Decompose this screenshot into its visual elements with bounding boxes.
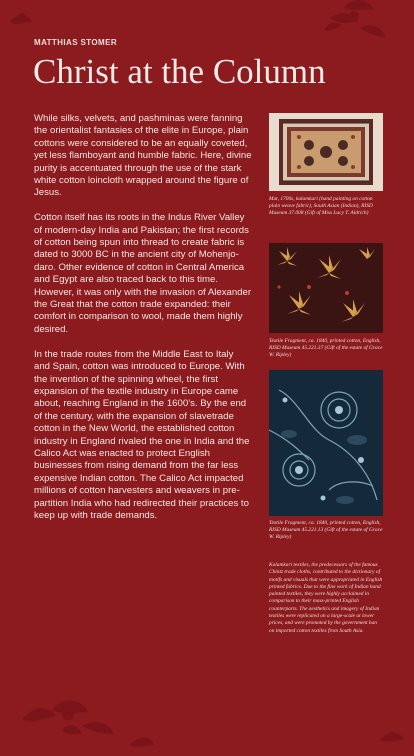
floral-motif-icon [22,700,114,734]
side-note: Kalamkari textiles, the predecessors of the famous Chintz trade cloths, contributed to the dictionary of motifs and visuals that were appropriated in English printed fabrics. Due to the fine work of Indian hand painted textiles, they were highly acclaimed in comparison to their mass-printed English counterparts. The aesthetics and imagery of Indian textiles were replicated on a large-scale at lower prices, and were promoted by the government ban on imported cotton textiles from South Asia. [269,562,383,634]
figure-caption: Textile Fragment, ca. 1840, printed cotton, English, RISD Museum 45.221.13 (Gift of the estate of Grace W. Ripley) [269,520,383,541]
kalamkari-mat-image [269,113,383,191]
body-text [34,113,252,535]
floral-motif-icon [380,731,404,742]
printed-cotton-floral-image [269,370,383,516]
floral-motif-icon [324,0,386,38]
artist-name: MATTHIAS STOMER [34,38,118,47]
printed-cotton-leaves-image [269,243,383,333]
figure-caption: Mat, 1700s, kalamkari (hand painting on cotton plain weave fabric), South Asian (Indian), RISD Museum 37.008 (Gift of Miss Lucy T. Aldrich) [269,196,373,217]
floral-motif-icon [10,13,32,24]
body-paragraph: Cotton itself has its roots in the Indus River Valley of modern-day India and Pakistan; the first records of cotton being spun into thread to create fabric is dated to 3000 BC in the ancient city of Mohenjo-daro. Other evidence of cotton in Central America and Egypt are also traced back to this time. However, it was only with the invasion of Alexander the Great that the cotton trade expanded: their comfort in comparison to wool, made them highly desired. [34,212,252,335]
floral-motif-icon [130,738,154,747]
body-paragraph: While silks, velvets, and pashminas were fanning the orientalist fantasies of the elite in Europe, plain cottons were considered to be an equally coveted, yet less flamboyant and humble fabric. Here, divine purity is accentuated through the use of the stark white cotton loincloth wrapped around the figure of Jesus. [34,113,252,199]
page-title: Christ at the Column [33,52,326,91]
body-paragraph: In the trade routes from the Middle East to Italy and Spain, cotton was introduced to Europe. With the invention of the spinning wheel, the first expansion of the textile industry in Europe came about, reaching England in the 1600’s. By the end of the century, with the expansion of slavetrade cotton in the New World, the established cotton industry in England rivaled the one in India and the Calico Act was enacted to protect English businesses from rising demand from the far less expensive Indian cotton. The Calico Act impacted millions of cotton harvesters and weavers in pre-partition India who had redirected their practices to keep up with trade demands. [34,348,250,521]
figure-caption: Textile Fragment, ca. 1840, printed cotton, English, RISD Museum 45.221.37 (Gift of the estate of Grace W. Ripley) [269,338,383,359]
